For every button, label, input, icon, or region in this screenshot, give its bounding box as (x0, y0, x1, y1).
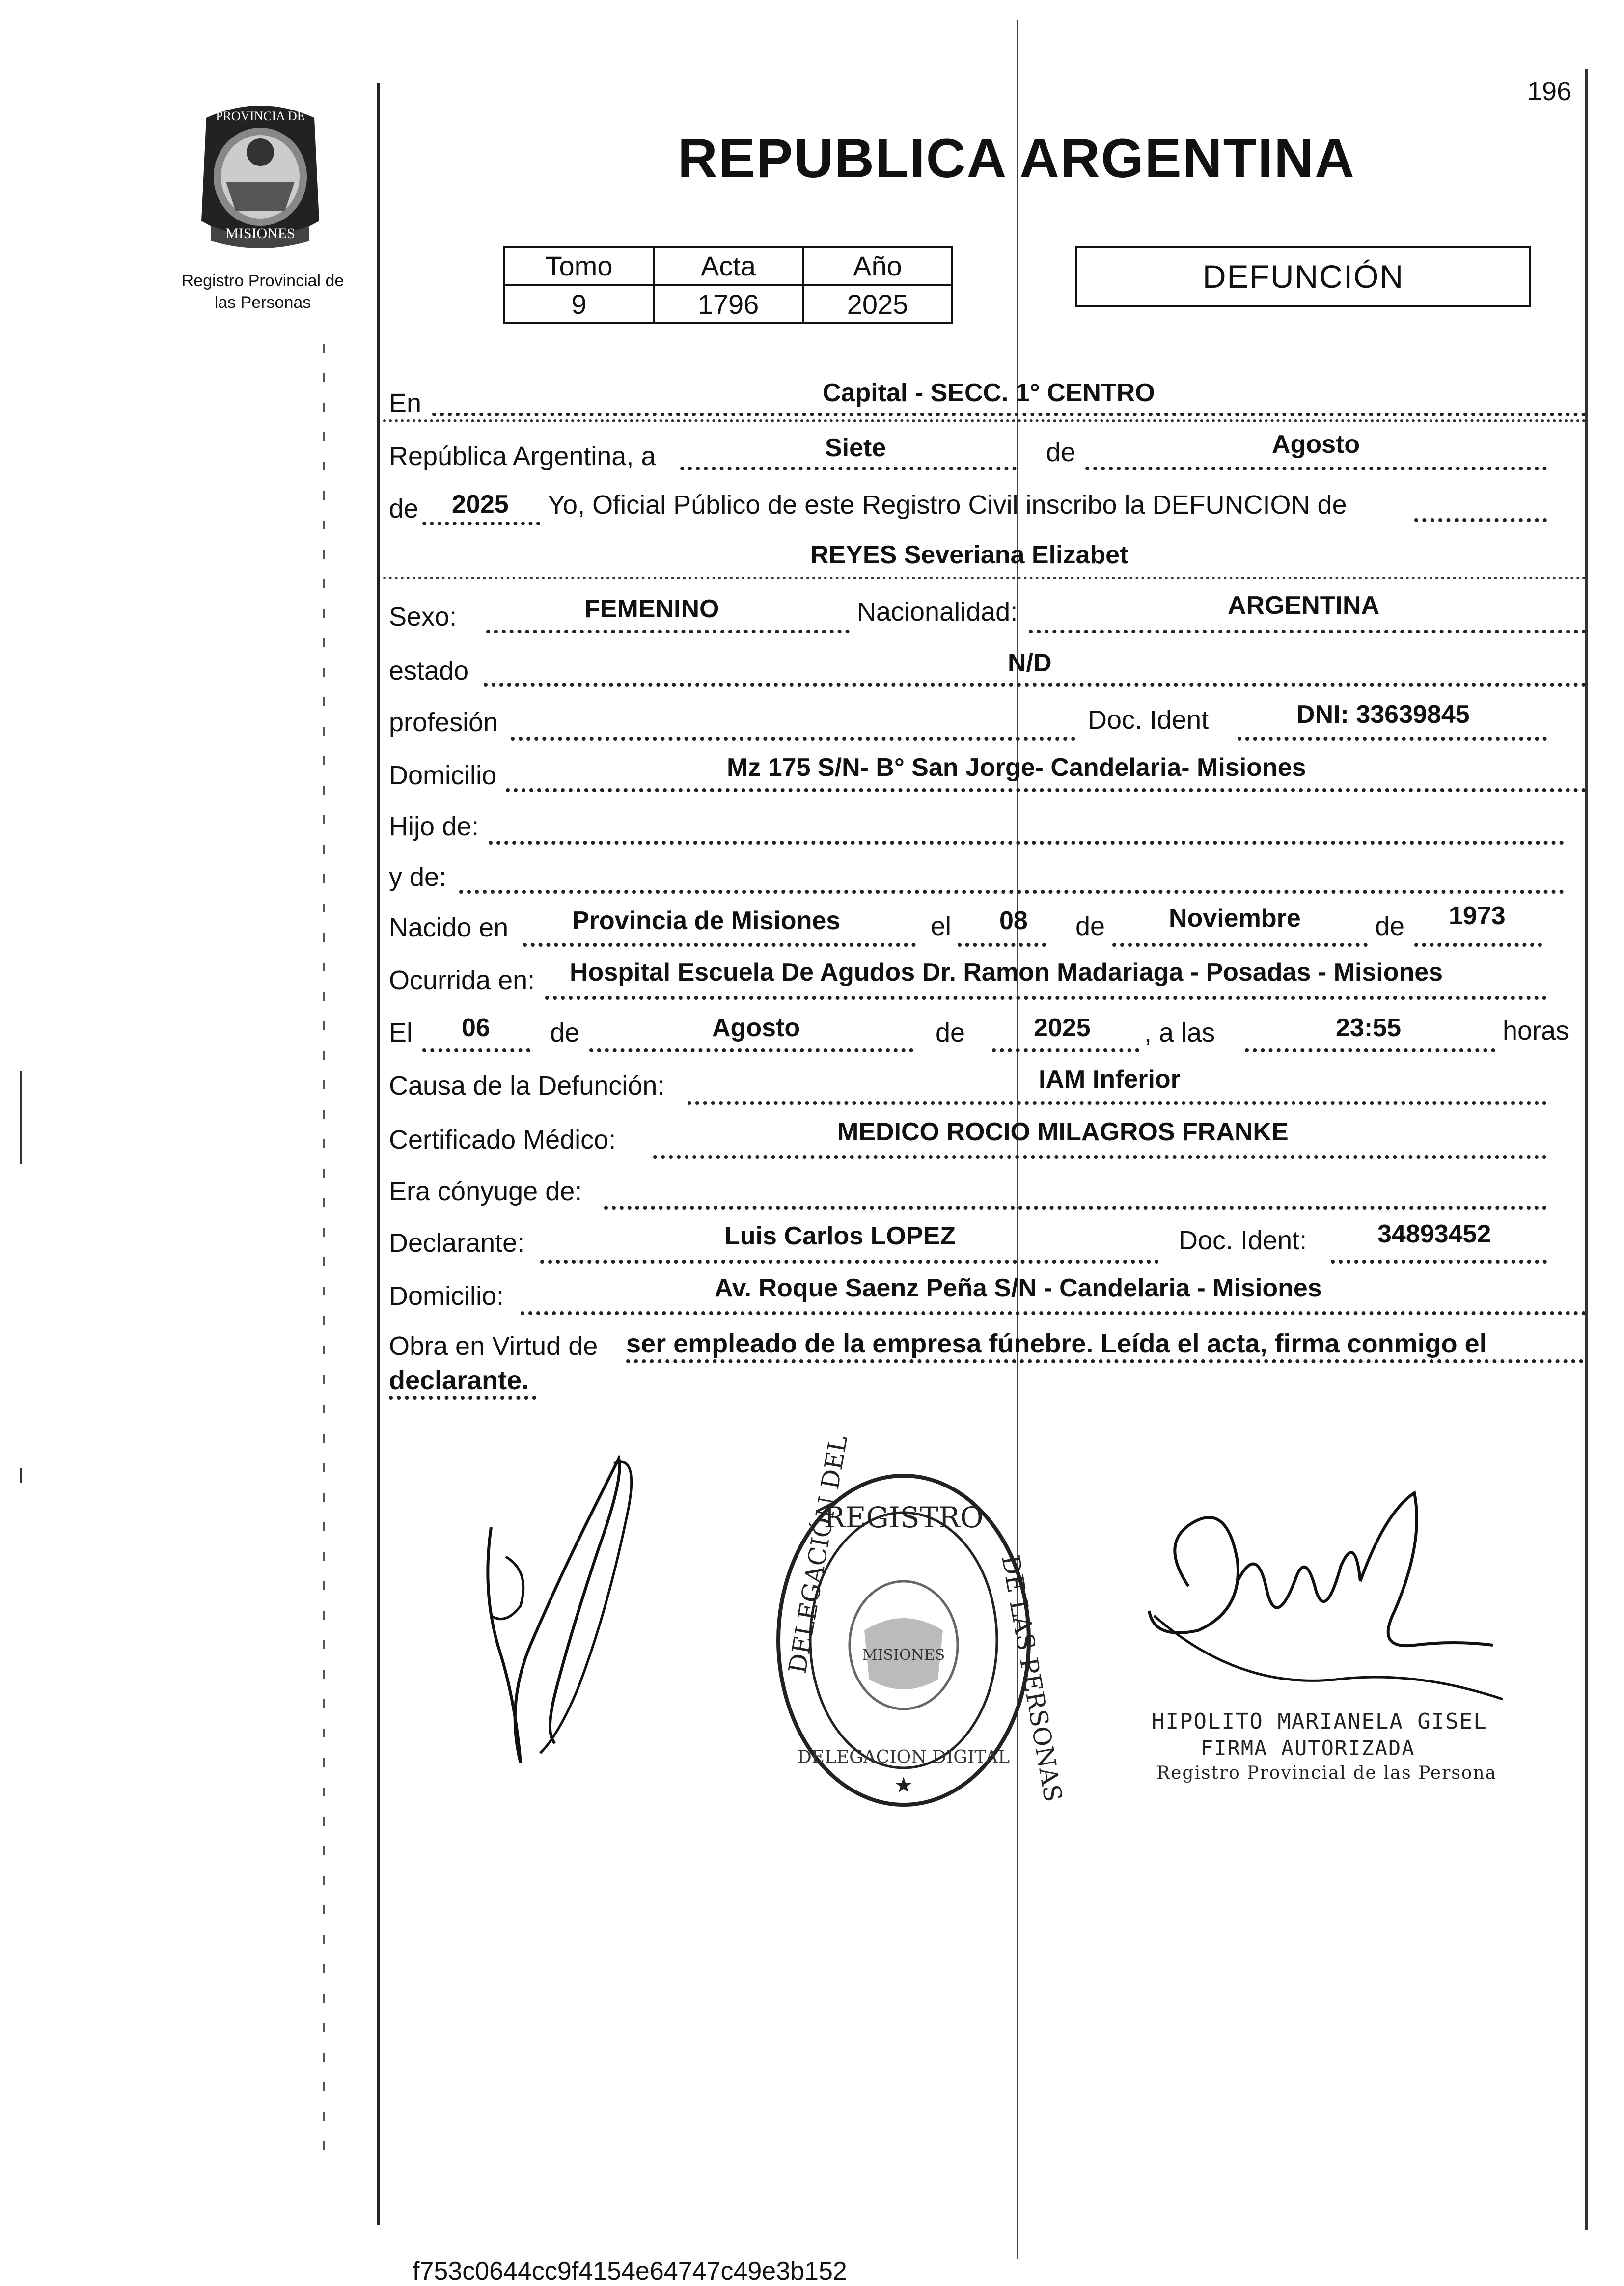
oficial-text: Yo, Oficial Público de este Registro Civil inscribo la DEFUNCION de (548, 490, 1347, 520)
document-type: DEFUNCIÓN (1202, 258, 1404, 295)
dotted-line (680, 467, 1017, 470)
issuer-line-1: Registro Provincial de (181, 272, 344, 290)
acta-header-anio: Año (803, 247, 952, 285)
dotted-line (459, 890, 1564, 894)
acta-header-tomo: Tomo (504, 247, 654, 285)
nacimiento-mes: Noviembre (1169, 904, 1301, 933)
acta-value-acta: 1796 (654, 285, 803, 323)
margin-line (377, 83, 380, 2225)
scan-mark (20, 1071, 22, 1164)
dotted-line (1029, 630, 1586, 633)
nacimiento-dia: 08 (999, 907, 1028, 935)
dotted-line (540, 1260, 1159, 1264)
svg-text:PROVINCIA DE: PROVINCIA DE (216, 109, 305, 123)
signatory-org: Registro Provincial de las Persona (1156, 1763, 1497, 1783)
dotted-line (511, 737, 1075, 741)
dotted-line (506, 788, 1586, 792)
mes-inscripcion: Agosto (1272, 430, 1360, 459)
ocurrida-label: Ocurrida en: (389, 965, 535, 995)
dotted-line (422, 1048, 530, 1052)
dotted-line (1085, 467, 1547, 470)
svg-text:DELEGACIÓN DEL: DELEGACIÓN DEL (783, 1433, 853, 1676)
estado-value: N/D (1008, 649, 1052, 677)
defuncion-mes: Agosto (712, 1014, 800, 1042)
deceased-name: REYES Severiana Elizabet (810, 541, 1129, 569)
dotted-line (486, 630, 850, 633)
dotted-line (422, 522, 540, 525)
svg-text:REGISTRO: REGISTRO (824, 1501, 984, 1534)
row-separator (383, 419, 1586, 422)
defuncion-dia: 06 (462, 1014, 490, 1042)
nacido-en-value: Provincia de Misiones (572, 907, 841, 935)
official-seal (771, 1433, 1068, 1812)
sexo-value: FEMENINO (584, 595, 719, 623)
signatory-role: FIRMA AUTORIZADA (1201, 1736, 1415, 1760)
dotted-line (1112, 943, 1368, 947)
de-label: de (550, 1018, 580, 1047)
document-type-box (1075, 246, 1531, 307)
doc-ident-value: DNI: 33639845 (1296, 700, 1470, 729)
certificado-label: Certificado Médico: (389, 1125, 616, 1155)
fecha-label: República Argentina, a (389, 441, 656, 471)
doc-ident-label-2: Doc. Ident: (1179, 1226, 1307, 1255)
dotted-line (589, 1048, 913, 1052)
ocurrida-en-value: Hospital Escuela De Agudos Dr. Ramon Madariaga - Posadas - Misiones (570, 958, 1443, 987)
en-value: Capital - SECC. 1° CENTRO (823, 379, 1155, 407)
declarante-label: Declarante: (389, 1228, 525, 1258)
acta-value-anio: 2025 (803, 285, 952, 323)
dotted-line (626, 1359, 1584, 1363)
issuer-name (147, 270, 378, 313)
conyuge-label: Era cónyuge de: (389, 1177, 582, 1206)
de-label: de (389, 494, 419, 523)
svg-text:MISIONES: MISIONES (225, 225, 295, 242)
dotted-line (521, 1311, 1586, 1315)
y-de-label: y de: (389, 862, 447, 892)
scan-mark (20, 1468, 22, 1483)
el-label: el (931, 911, 952, 941)
defuncion-anio: 2025 (1034, 1014, 1091, 1042)
declarante-value: Luis Carlos LOPEZ (724, 1222, 956, 1250)
horas-label: horas (1503, 1016, 1569, 1046)
de-label: de (1075, 911, 1105, 941)
anio-inscripcion: 2025 (452, 490, 509, 519)
declarant-signature (432, 1449, 678, 1773)
acta-header-acta: Acta (654, 247, 803, 285)
de-label: de (1375, 911, 1405, 941)
dotted-line (484, 683, 1586, 687)
hijo-label: Hijo de: (389, 812, 479, 841)
right-border-line (1585, 69, 1588, 2230)
nacimiento-anio: 1973 (1449, 902, 1506, 930)
dotted-line (1331, 1260, 1547, 1264)
dotted-line (1414, 943, 1542, 947)
obra-label: Obra en Virtud de (389, 1331, 598, 1361)
document-hash: f753c0644cc9f4154e64747c49e3b152 (413, 2257, 847, 2286)
provincia-misiones-logo (187, 98, 334, 255)
en-label: En (389, 388, 422, 418)
defuncion-hora: 23:55 (1336, 1014, 1401, 1042)
svg-text:★: ★ (894, 1773, 913, 1797)
sexo-label: Sexo: (389, 602, 457, 632)
dotted-line (1245, 1048, 1495, 1052)
domicilio-value: Mz 175 S/N- B° San Jorge- Candelaria- Misiones (727, 753, 1306, 782)
dotted-line (1238, 737, 1547, 741)
dotted-line (489, 841, 1564, 845)
margin-dashes (323, 344, 325, 2161)
obra-value-1: ser empleado de la empresa fúnebre. Leída el acta, firma conmigo el (626, 1329, 1487, 1358)
profesion-label: profesión (389, 708, 498, 737)
dotted-line (653, 1155, 1547, 1159)
svg-text:DE LAS PERSONAS: DE LAS PERSONAS (996, 1553, 1068, 1804)
dotted-line (958, 943, 1046, 947)
domicilio-label: Domicilio (389, 761, 497, 790)
causa-label: Causa de la Defunción: (389, 1071, 665, 1101)
dotted-line (523, 943, 916, 947)
dia-inscripcion: Siete (825, 434, 886, 462)
el-label: El (389, 1018, 413, 1047)
acta-value-tomo: 9 (504, 285, 654, 323)
page-number: 196 (1527, 77, 1572, 106)
dotted-line (545, 996, 1547, 1000)
de-label: de (936, 1018, 965, 1047)
obra-value-2: declarante. (389, 1366, 529, 1395)
domicilio-value-2: Av. Roque Saenz Peña S/N - Candelaria - Misiones (715, 1274, 1322, 1302)
dotted-line (688, 1101, 1547, 1105)
acta-table (503, 246, 953, 324)
doc-ident-label: Doc. Ident (1088, 705, 1209, 735)
dotted-line (992, 1048, 1139, 1052)
nacionalidad-label: Nacionalidad: (857, 597, 1018, 627)
domicilio-label-2: Domicilio: (389, 1281, 504, 1311)
nacionalidad-value: ARGENTINA (1228, 591, 1380, 620)
authorized-signature (1139, 1483, 1503, 1719)
causa-value: IAM Inferior (1039, 1065, 1181, 1094)
dotted-line (1414, 518, 1547, 522)
dotted-line (604, 1206, 1547, 1210)
nacido-label: Nacido en (389, 913, 509, 942)
de-label: de (1046, 438, 1076, 467)
dotted-line (389, 1396, 536, 1400)
svg-text:DELEGACION DIGITAL: DELEGACION DIGITAL (797, 1747, 1010, 1767)
signatory-name: HIPOLITO MARIANELA GISEL (1152, 1709, 1487, 1734)
doc-ident-value-2: 34893452 (1377, 1220, 1491, 1248)
a-las-label: , a las (1144, 1018, 1215, 1047)
certificado-value: MEDICO ROCIO MILAGROS FRANKE (837, 1118, 1289, 1146)
issuer-line-2: las Personas (214, 293, 311, 312)
estado-label: estado (389, 656, 469, 686)
page-title: REPUBLICA ARGENTINA (678, 128, 1355, 189)
row-separator (383, 577, 1586, 579)
dotted-line (432, 413, 1586, 416)
svg-text:MISIONES: MISIONES (862, 1647, 945, 1664)
